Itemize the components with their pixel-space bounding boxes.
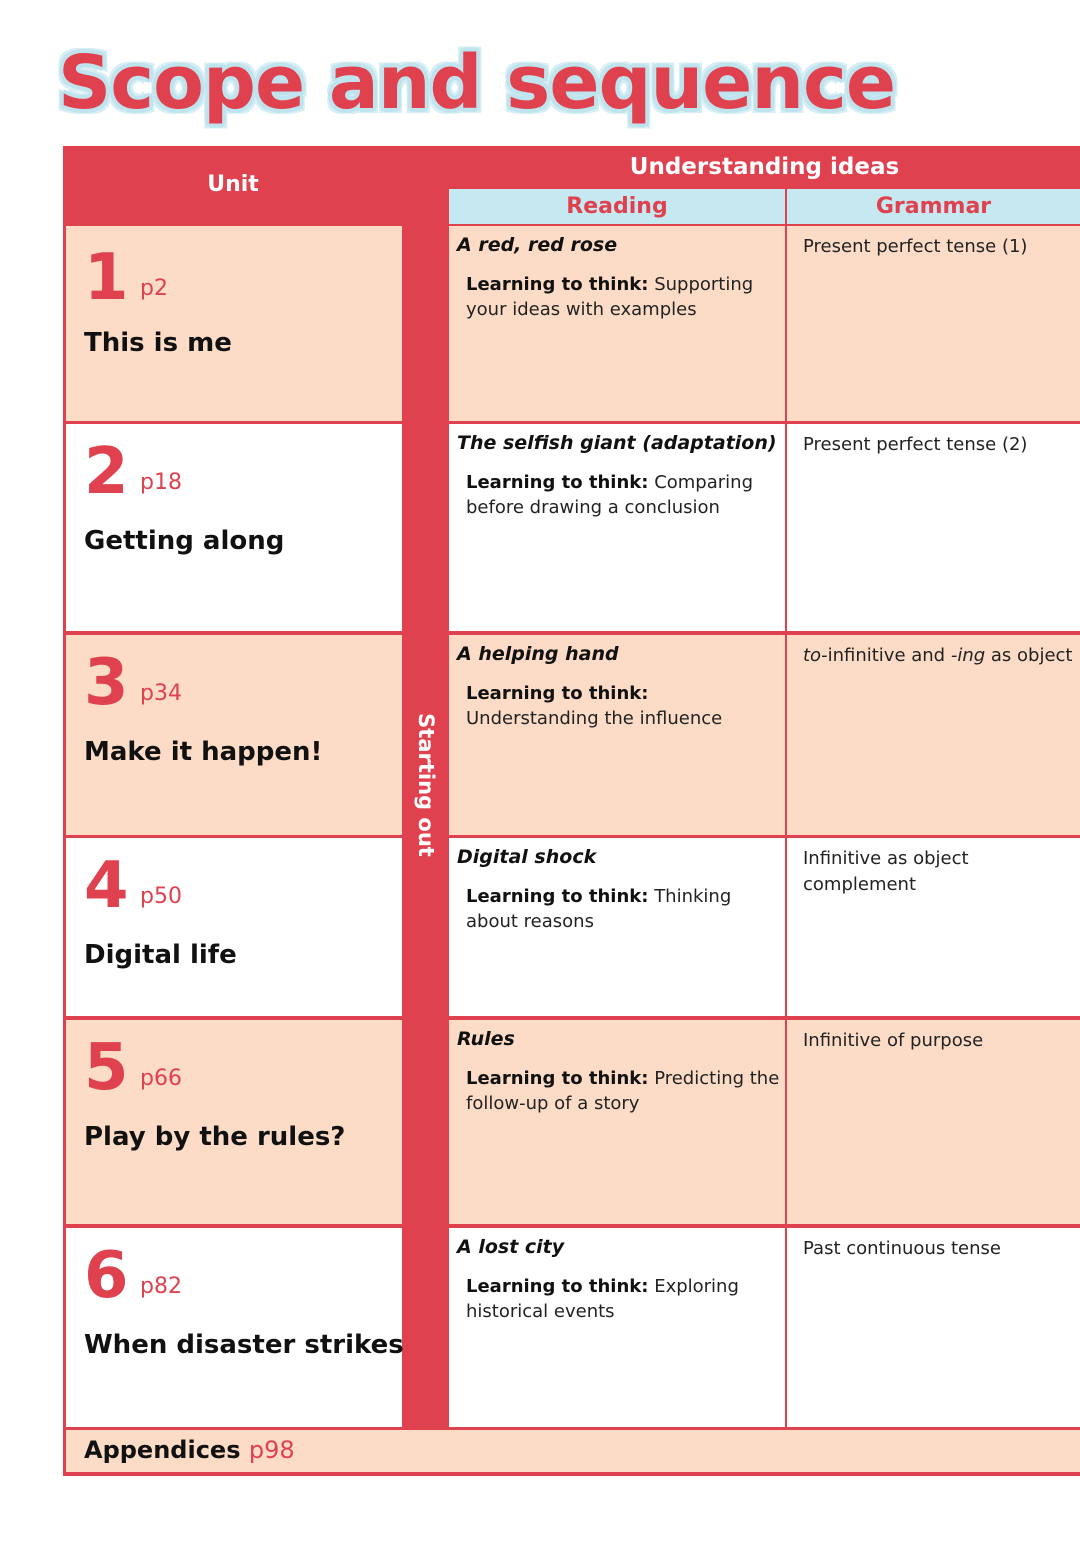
reading-cell bbox=[449, 838, 785, 1016]
grammar-text-italic: to bbox=[803, 645, 822, 666]
unit-page: p82 bbox=[140, 1274, 182, 1299]
unit-number: 5 bbox=[84, 1031, 129, 1105]
learning-to-think bbox=[466, 884, 786, 934]
grammar-text-italic: -ing bbox=[950, 645, 986, 666]
ltt-label: Learning to think: bbox=[466, 683, 649, 704]
grammar-column-header: Grammar bbox=[787, 189, 1080, 224]
reading-cell bbox=[449, 1020, 785, 1224]
unit-cell bbox=[66, 1228, 402, 1427]
reading-cell bbox=[449, 226, 785, 421]
grammar-text: Present perfect tense (2) bbox=[803, 434, 1028, 455]
ltt-label: Learning to think: bbox=[466, 1068, 649, 1089]
grammar-text: Infinitive of purpose bbox=[803, 1030, 984, 1051]
learning-to-think bbox=[466, 272, 786, 322]
learning-to-think bbox=[466, 1066, 786, 1116]
grammar-text: Infinitive as object complement bbox=[803, 848, 969, 895]
unit-title: Getting along bbox=[84, 526, 285, 556]
appendices-text: Appendices bbox=[84, 1436, 241, 1464]
learning-to-think bbox=[466, 1274, 786, 1324]
unit-title: When disaster strikes bbox=[84, 1330, 404, 1360]
ltt-label: Learning to think: bbox=[466, 274, 649, 295]
unit-cell bbox=[66, 635, 402, 835]
appendices-row bbox=[66, 1430, 1080, 1472]
unit-cell bbox=[66, 226, 402, 421]
unit-number: 1 bbox=[84, 241, 129, 315]
appendices-label bbox=[84, 1436, 295, 1464]
unit-page: p50 bbox=[140, 884, 182, 909]
reading-title: The selfish giant (adaptation) bbox=[457, 432, 777, 454]
ltt-text: Understanding the influence bbox=[466, 708, 723, 729]
ltt-label: Learning to think: bbox=[466, 1276, 649, 1297]
reading-cell bbox=[449, 424, 785, 631]
grammar-cell bbox=[787, 1020, 1080, 1224]
unit-title: Make it happen! bbox=[84, 737, 323, 767]
unit-title: This is me bbox=[84, 328, 232, 358]
learning-to-think bbox=[466, 681, 786, 731]
grammar-cell bbox=[787, 838, 1080, 1016]
ltt-label: Learning to think: bbox=[466, 472, 649, 493]
grammar-text bbox=[803, 643, 1073, 669]
grammar-text-part: -infinitive and bbox=[821, 645, 951, 666]
unit-page: p66 bbox=[140, 1066, 182, 1091]
reading-title: Rules bbox=[457, 1028, 515, 1050]
ltt-label: Learning to think: bbox=[466, 886, 649, 907]
reading-cell bbox=[449, 635, 785, 835]
unit-page: p18 bbox=[140, 470, 182, 495]
unit-page: p34 bbox=[140, 681, 182, 706]
unit-number: 3 bbox=[84, 646, 129, 720]
unit-cell bbox=[66, 838, 402, 1016]
grammar-cell bbox=[787, 424, 1080, 631]
grammar-cell bbox=[787, 635, 1080, 835]
unit-cell bbox=[66, 424, 402, 631]
reading-cell bbox=[449, 1228, 785, 1427]
reading-title: A lost city bbox=[457, 1236, 565, 1258]
appendices-page: p98 bbox=[248, 1436, 295, 1464]
unit-cell bbox=[66, 1020, 402, 1224]
reading-title: A helping hand bbox=[457, 643, 619, 665]
grammar-cell bbox=[787, 1228, 1080, 1427]
reading-column-header: Reading bbox=[449, 189, 785, 224]
ltt-text: Comparing before drawing a conclusion bbox=[466, 472, 753, 518]
ltt-text: Thinking about reasons bbox=[466, 886, 732, 932]
grammar-text: Past continuous tense bbox=[803, 1238, 1001, 1259]
reading-title: Digital shock bbox=[457, 846, 597, 868]
reading-title: A red, red rose bbox=[457, 234, 618, 256]
unit-title: Play by the rules? bbox=[84, 1122, 346, 1152]
unit-page: p2 bbox=[140, 276, 168, 301]
understanding-ideas-header: Understanding ideas bbox=[629, 154, 900, 180]
unit-column-header: Unit bbox=[207, 172, 259, 197]
unit-number: 4 bbox=[84, 849, 129, 923]
grammar-text-part: as object bbox=[985, 645, 1073, 666]
unit-number: 2 bbox=[84, 435, 129, 509]
starting-out-text: Starting out bbox=[414, 713, 438, 857]
learning-to-think bbox=[466, 470, 786, 520]
ltt-text: Exploring historical events bbox=[466, 1276, 739, 1322]
page-title: Scope and sequence bbox=[58, 40, 896, 126]
unit-title: Digital life bbox=[84, 940, 237, 970]
grammar-cell bbox=[787, 226, 1080, 421]
starting-out-label bbox=[403, 700, 449, 870]
ltt-text: Predicting the follow-up of a story bbox=[466, 1068, 780, 1114]
unit-number: 6 bbox=[84, 1239, 129, 1313]
grammar-text: Present perfect tense (1) bbox=[803, 236, 1028, 257]
ltt-text: Supporting your ideas with examples bbox=[466, 274, 754, 320]
